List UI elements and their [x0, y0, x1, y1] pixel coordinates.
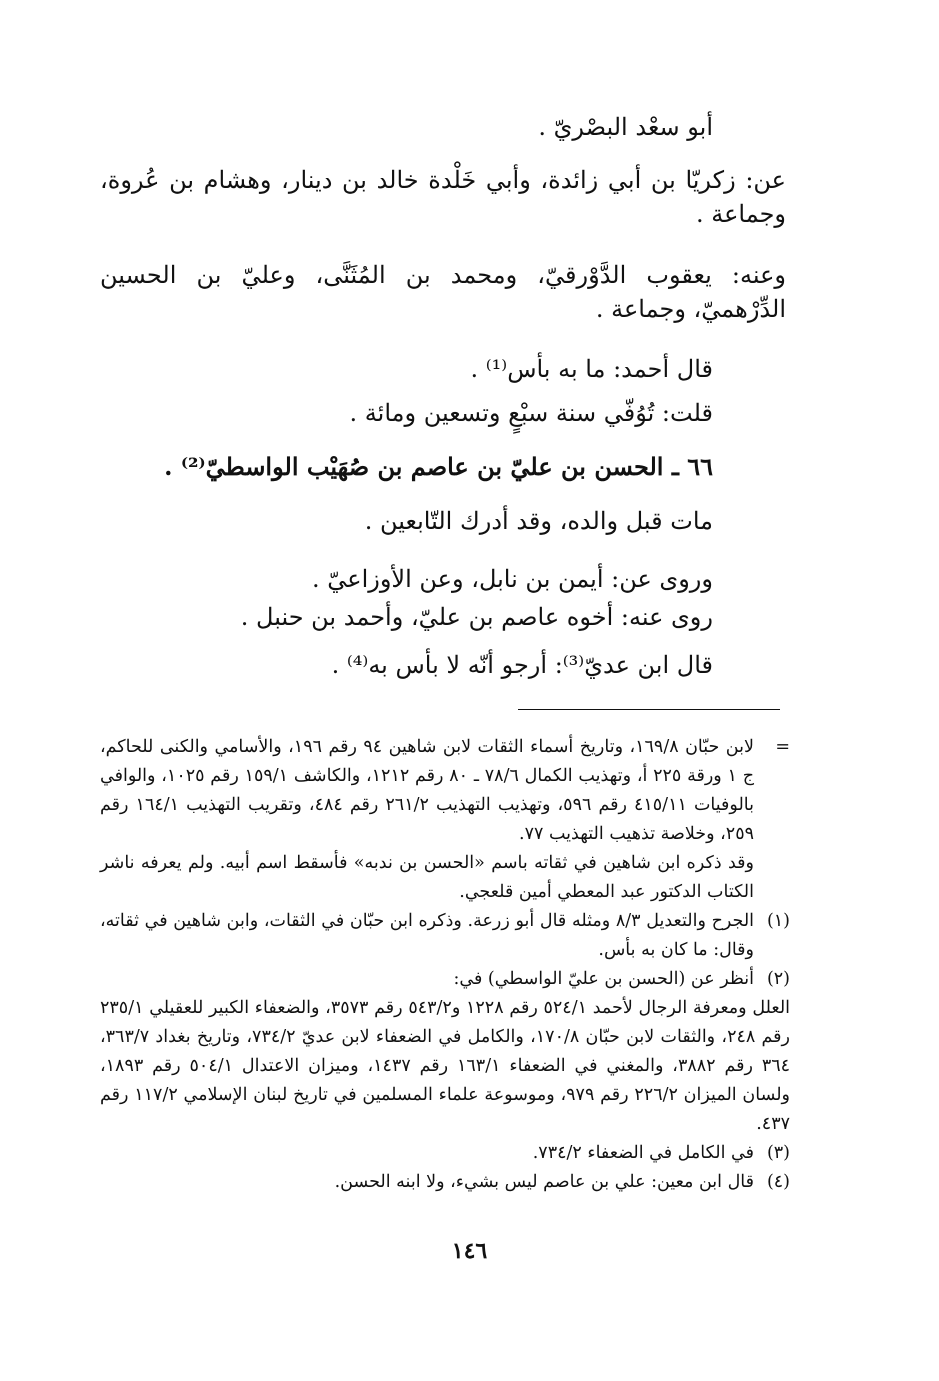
text-line-death-year: قلت: تُوُفّي سنة سبْعٍ وتسعين ومائة . [349, 399, 713, 427]
entry-heading: ٦٦ ـ الحسن بن عليّ بن عاصم بن صُهَيْب الواسطيّ⁽²⁾ . [164, 452, 713, 481]
text-line-narrated-by: روى عنه: أخوه عاصم بن عليّ، وأحمد بن حنبل . [240, 603, 713, 631]
footnote-text: في الكامل في الضعفاء ٧٣٤/٢. [532, 1143, 754, 1163]
footnote-item-continuation [100, 994, 790, 1139]
text-line-ahmad-said: قال أحمد: ما به بأس⁽¹⁾ . [470, 355, 713, 383]
footnote-continued-text: لابن حبّان ١٦٩/٨، وتاريخ أسماء الثقات لابن شاهين ٩٤ رقم ١٩٦، والأسامي والكنى للحاكم، ج ١ ورقة ٢٢٥ أ، وتهذيب الكمال ٧٨/٦ ـ ٨٠ رقم ١٢١٢، والكاشف ١٥٩/١ رقم ١٠٢٥، والوافي بالوفيات ٤١٥/١١ رقم ٥٩٦، وتهذيب التهذيب ٢٦١/٢ رقم ٤٨٤، وتقريب التهذيب ١٦٤/١ رقم ٢٥٩، وخلاصة تذهيب التهذيب ٧٧. [100, 737, 755, 844]
footnote-number: (٣) [766, 1143, 790, 1163]
footnote-continued-note-row [100, 849, 790, 907]
footnote-text: قال ابن معين: علي بن عاصم ليس بشيء، ولا ابنه الحسن. [334, 1172, 754, 1192]
text-line-narrated-from: وروى عن: أيمن بن نابل، وعن الأوزاعيّ . [311, 565, 713, 593]
footnote-continued-marker: = [775, 737, 790, 757]
footnote-number: (١) [766, 911, 790, 931]
text-line-ibn-adi-said: قال ابن عديّ⁽³⁾: أرجو أنّه لا بأس به⁽⁴⁾ . [331, 651, 713, 679]
footnote-number: (٤) [766, 1172, 790, 1192]
footnotes [100, 733, 790, 1197]
footnote-item [100, 1139, 790, 1168]
text-line-died-before-father: مات قبل والده، وقد أدرك التّابعين . [364, 507, 713, 535]
page-number: ١٤٦ [451, 1238, 488, 1264]
footnote-number: (٢) [766, 969, 790, 989]
footnote-text: الجرح والتعديل ٨/٣ ومثله قال أبو زرعة. وذكره ابن حبّان في الثقات، وابن شاهين في ثقاته، وقال: ما كان به بأس. [100, 911, 755, 960]
footnote-continued [100, 733, 790, 849]
footnote-separator [518, 709, 780, 710]
text-line-abu-saad: أبو سعْد البصْريّ . [538, 113, 713, 141]
footnote-continued-note: وقد ذكره ابن شاهين في ثقاته باسم «الحسن بن ندبه» فأسقط اسم أبيه. ولم يعرفه ناشر الكتاب الدكتور عبد المعطي أمين قلعجي. [100, 853, 754, 902]
paragraph-narrated-from: عن: زكريّا بن أبي زائدة، وأبي خَلْدة خالد بن دينار، وهشام بن عُروة، وجماعة . [100, 166, 786, 228]
footnote-item [100, 907, 790, 965]
footnote-item [100, 965, 790, 994]
footnote-text: أنظر عن (الحسن بن عليّ الواسطي) في: [453, 969, 754, 989]
paragraph-narrated-by: وعنه: يعقوب الدَّوْرقيّ، ومحمد بن المُثَنَّى، وعليّ بن الحسين الدِّرْهميّ، وجماعة . [100, 261, 786, 323]
footnote-sources-list: العلل ومعرفة الرجال لأحمد ٥٢٤/١ رقم ١٢٢٨ و٥٤٣/٢ رقم ٣٥٧٣، والضعفاء الكبير للعقيلي ٢٣٥/١ رقم ٢٤٨، والثقات لابن حبّان ١٧٠/٨، والكامل في الضعفاء لابن عديّ ٧٣٤/٢، وتاريخ بغداد ٣٦٣/٧، ٣٦٤ رقم ٣٨٨٢، والمغني في الضعفاء ١٦٣/١ رقم ١٤٣٧، وميزان الاعتدال ٥٠٤/١ رقم ١٨٩٣، ولسان الميزان ٢٢٦/٢ رقم ٩٧٩، وموسوعة علماء المسلمين في تاريخ لبنان الإسلامي ١١٧/٢ رقم ٤٣٧. [100, 998, 791, 1134]
footnote-item [100, 1168, 790, 1197]
